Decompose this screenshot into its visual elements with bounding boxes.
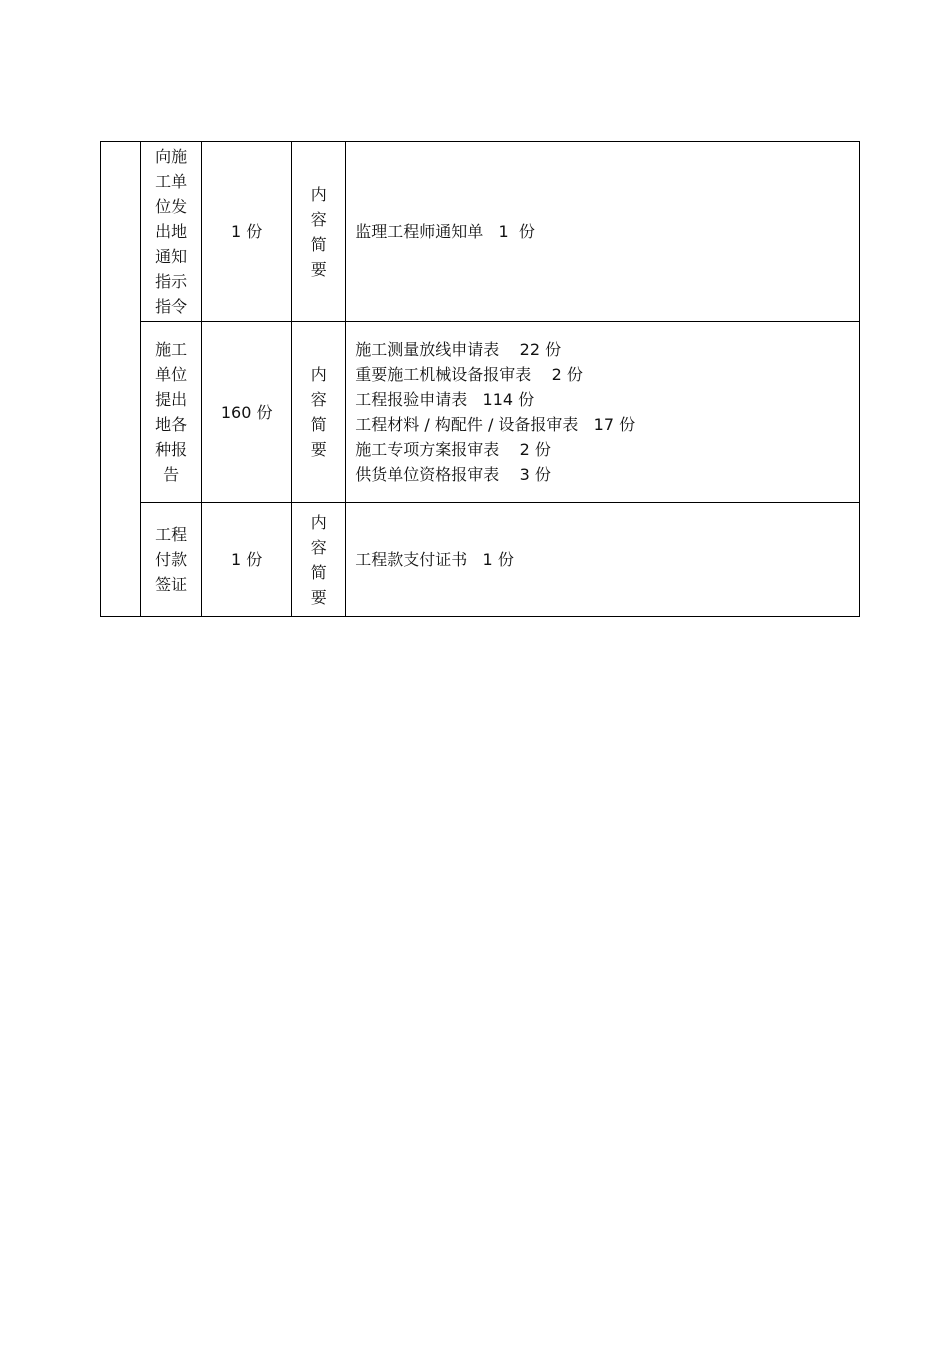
record-table [100,141,860,617]
item-name: 工程付款签证 [155,525,188,594]
count-value: 160 份 [220,402,273,422]
summary-tag: 内容简要 [310,184,327,279]
table-row [101,322,860,503]
table-row [101,142,860,322]
item-name: 向施工单位发出地通知指示指令 [155,147,188,316]
summary-tag-cell [292,142,346,322]
blank-left-column [101,142,141,617]
detail-line: 施工测量放线申请表 22 份 [355,340,562,359]
count-cell [202,142,292,322]
count-value: 1 份 [231,222,263,241]
count-value: 1 份 [231,550,263,569]
table-row [101,503,860,617]
detail-line: 工程报验申请表 114 份 [355,390,535,409]
summary-tag: 内容简要 [310,512,327,607]
summary-tag: 内容简要 [310,365,327,459]
item-name-cell [141,322,202,503]
count-cell [202,322,292,503]
detail-line: 工程款支付证书 1 份 [355,550,514,569]
summary-tag-cell [292,322,346,503]
detail-cell [346,322,860,503]
count-cell [202,503,292,617]
detail-line: 施工专项方案报审表 2 份 [355,440,551,459]
detail-line: 工程材料 / 构配件 / 设备报审表 17 份 [355,415,636,434]
detail-cell [346,142,860,322]
summary-tag-cell [292,503,346,617]
item-name-cell [141,503,202,617]
detail-cell [346,503,860,617]
item-name: 施工单位提出地各种报告 [155,340,188,484]
detail-line: 供货单位资格报审表 3 份 [355,465,551,484]
item-name-cell [141,142,202,322]
detail-line: 重要施工机械设备报审表 2 份 [355,365,583,384]
detail-line: 监理工程师通知单 1 份 [355,222,535,241]
